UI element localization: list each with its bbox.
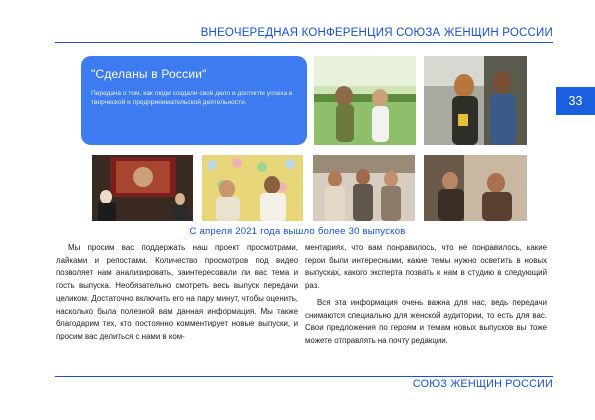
photo-interview-field [314, 56, 416, 145]
photo-tapestry-studio [92, 155, 193, 221]
promo-text: Передача о том, как люди создали своё дело и достигли успеха в творческой и предпринимательской деятельности. [91, 90, 293, 107]
article-column-left [56, 242, 298, 344]
photo-colorful-wall [202, 155, 303, 221]
article-paragraph: Мы просим вас поддержать наш проект просмотрами, лайками и репостами. Количество просмотров под видео позволяет нам анализировать, заинтересовали ли вас тема и гость выпуска. Необязательно смотреть весь выпуск передачи целиком. Достаточно включить его на пару минут, чтобы оценить, насколько была полезной вам данная информация. Мы также благодарим тех, кто постоянно комментирует новые выпуски, и просим вас делиться с нами в ком- [56, 243, 298, 341]
page-number-tab [556, 87, 595, 115]
page-number: 33 [568, 94, 583, 108]
article-paragraph: Вся эта информация очень важна для нас, ведь передачи снимаются специально для женской аудитории, то есть для вас. Свои предложения по героям и темам новых выпусков вы тоже можете отправлять на почту редакции. [305, 297, 547, 345]
running-footer: СОЮЗ ЖЕНЩИН РОССИИ [412, 378, 553, 390]
photo-caption: С апреля 2021 года вышло более 30 выпусков [189, 226, 406, 237]
article-column-right [305, 242, 547, 348]
photo-interview-office [424, 155, 527, 221]
photo-interview-workshop [424, 56, 527, 145]
photo-group-factory [313, 155, 415, 221]
footer-divider [55, 376, 553, 377]
promo-title: "Сделаны в России" [91, 67, 207, 81]
running-header: ВНЕОЧЕРЕДНАЯ КОНФЕРЕНЦИЯ СОЮЗА ЖЕНЩИН РОССИИ [200, 27, 553, 39]
promo-box [81, 56, 307, 145]
header-divider [55, 42, 553, 43]
article-paragraph: ментариях, что вам понравилось, что не понравилось, какие герои были интересными, какие темы нужно осветить в новых выпусках, какого эксперта позвать к нам в студию в следующий раз. [305, 243, 547, 291]
